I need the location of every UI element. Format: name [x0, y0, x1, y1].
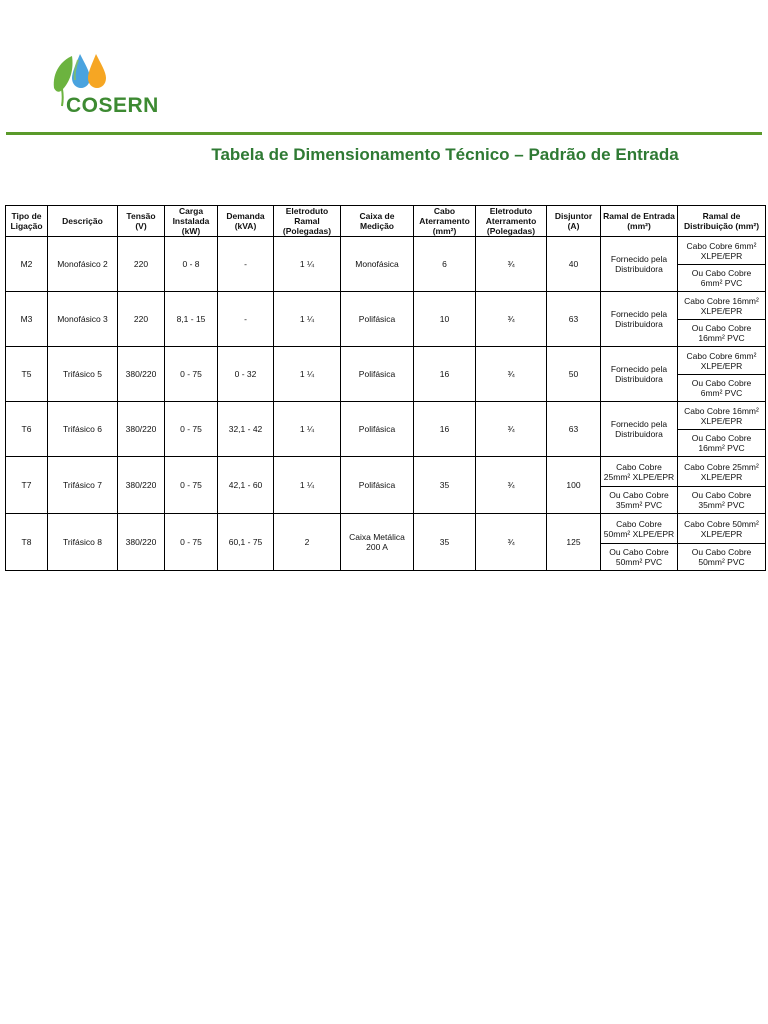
table-row	[6, 514, 766, 544]
cell-ramal-distribuicao-a: Cabo Cobre 16mm² XLPE/EPR	[678, 402, 766, 430]
cell-caixa: Polifásica	[341, 457, 414, 514]
cell-caixa: Polifásica	[341, 347, 414, 402]
cell-demanda: 0 - 32	[218, 347, 274, 402]
cell-ramal-distribuicao-b: Ou Cabo Cobre 16mm² PVC	[678, 430, 766, 457]
cell-eletroduto-ramal: 1 ¼	[274, 237, 341, 292]
header-ramal-distribuicao: Ramal de Distribuição (mm²)	[678, 206, 766, 237]
table-row	[6, 402, 766, 430]
cell-tensao: 220	[118, 292, 165, 347]
header-eletroduto-ramal: Eletroduto Ramal (Polegadas)	[274, 206, 341, 237]
cell-cabo-aterramento: 35	[414, 457, 476, 514]
cell-cabo-aterramento: 6	[414, 237, 476, 292]
cell-ramal-distribuicao-b: Ou Cabo Cobre 6mm² PVC	[678, 265, 766, 292]
header-divider	[6, 132, 762, 135]
cell-carga: 0 - 75	[165, 347, 218, 402]
cell-tensao: 220	[118, 237, 165, 292]
table-row	[6, 457, 766, 487]
header-ramal-entrada: Ramal de Entrada (mm²)	[601, 206, 678, 237]
cell-descricao: Trifásico 7	[48, 457, 118, 514]
cell-tipo: T5	[6, 347, 48, 402]
cell-ramal-distribuicao-b: Ou Cabo Cobre 16mm² PVC	[678, 320, 766, 347]
cell-cabo-aterramento: 16	[414, 347, 476, 402]
table-row	[6, 237, 766, 265]
cell-disjuntor: 125	[547, 514, 601, 571]
header-descricao: Descrição	[48, 206, 118, 237]
cell-tensao: 380/220	[118, 402, 165, 457]
cell-tipo: M3	[6, 292, 48, 347]
cell-ramal-distribuicao-a: Cabo Cobre 6mm² XLPE/EPR	[678, 237, 766, 265]
cell-ramal-distribuicao-b: Ou Cabo Cobre 35mm² PVC	[678, 487, 766, 514]
header-demanda: Demanda (kVA)	[218, 206, 274, 237]
cell-ramal-distribuicao-a: Cabo Cobre 6mm² XLPE/EPR	[678, 347, 766, 375]
cell-demanda: -	[218, 292, 274, 347]
cell-disjuntor: 50	[547, 347, 601, 402]
table-row	[6, 292, 766, 320]
cell-eletroduto-aterramento: ¾	[476, 514, 547, 571]
cell-descricao: Trifásico 6	[48, 402, 118, 457]
cell-disjuntor: 63	[547, 292, 601, 347]
header-caixa: Caixa de Medição	[341, 206, 414, 237]
table-row	[6, 347, 766, 375]
cell-tipo: T7	[6, 457, 48, 514]
cell-descricao: Trifásico 5	[48, 347, 118, 402]
header-carga: Carga Instalada (kW)	[165, 206, 218, 237]
cell-carga: 8,1 - 15	[165, 292, 218, 347]
cell-tensao: 380/220	[118, 457, 165, 514]
cell-demanda: 60,1 - 75	[218, 514, 274, 571]
cell-tensao: 380/220	[118, 347, 165, 402]
cell-carga: 0 - 75	[165, 402, 218, 457]
cell-disjuntor: 40	[547, 237, 601, 292]
cosern-logo	[50, 50, 165, 120]
dimensioning-table	[5, 205, 766, 571]
page-title: Tabela de Dimensionamento Técnico – Padrão de Entrada	[211, 145, 679, 164]
header-tensao: Tensão (V)	[118, 206, 165, 237]
cell-eletroduto-aterramento: ¾	[476, 237, 547, 292]
cell-eletroduto-ramal: 1 ¼	[274, 347, 341, 402]
cell-caixa: Polifásica	[341, 402, 414, 457]
cell-ramal-entrada: Fornecido pela Distribuidora	[601, 347, 678, 402]
cell-ramal-distribuicao-b: Ou Cabo Cobre 6mm² PVC	[678, 375, 766, 402]
cell-demanda: 42,1 - 60	[218, 457, 274, 514]
cell-eletroduto-ramal: 2	[274, 514, 341, 571]
cell-eletroduto-ramal: 1 ¼	[274, 292, 341, 347]
cell-carga: 0 - 75	[165, 457, 218, 514]
cell-eletroduto-aterramento: ¾	[476, 292, 547, 347]
cell-ramal-entrada-b: Ou Cabo Cobre 50mm² PVC	[601, 544, 678, 571]
cell-eletroduto-aterramento: ¾	[476, 457, 547, 514]
cell-tensao: 380/220	[118, 514, 165, 571]
cell-demanda: -	[218, 237, 274, 292]
cell-tipo: M2	[6, 237, 48, 292]
cell-descricao: Trifásico 8	[48, 514, 118, 571]
cell-eletroduto-ramal: 1 ¼	[274, 457, 341, 514]
cell-carga: 0 - 8	[165, 237, 218, 292]
cell-tipo: T8	[6, 514, 48, 571]
cell-disjuntor: 100	[547, 457, 601, 514]
cell-eletroduto-aterramento: ¾	[476, 347, 547, 402]
cell-cabo-aterramento: 10	[414, 292, 476, 347]
cell-ramal-distribuicao-b: Ou Cabo Cobre 50mm² PVC	[678, 544, 766, 571]
header-cabo-aterramento: Cabo Aterramento (mm²)	[414, 206, 476, 237]
cell-caixa: Monofásica	[341, 237, 414, 292]
cell-descricao: Monofásico 2	[48, 237, 118, 292]
cell-demanda: 32,1 - 42	[218, 402, 274, 457]
header-tipo: Tipo de Ligação	[6, 206, 48, 237]
cell-ramal-entrada-a: Cabo Cobre 25mm² XLPE/EPR	[601, 457, 678, 487]
cell-caixa: Polifásica	[341, 292, 414, 347]
cell-ramal-distribuicao-a: Cabo Cobre 50mm² XLPE/EPR	[678, 514, 766, 544]
cell-cabo-aterramento: 16	[414, 402, 476, 457]
cell-ramal-entrada: Fornecido pela Distribuidora	[601, 402, 678, 457]
cell-tipo: T6	[6, 402, 48, 457]
cell-ramal-entrada-a: Cabo Cobre 50mm² XLPE/EPR	[601, 514, 678, 544]
table-header-row	[6, 206, 766, 237]
cell-ramal-entrada-b: Ou Cabo Cobre 35mm² PVC	[601, 487, 678, 514]
header-eletroduto-aterramento: Eletroduto Aterramento (Polegadas)	[476, 206, 547, 237]
cell-caixa: Caixa Metálica 200 A	[341, 514, 414, 571]
cell-eletroduto-ramal: 1 ¼	[274, 402, 341, 457]
cell-ramal-distribuicao-a: Cabo Cobre 16mm² XLPE/EPR	[678, 292, 766, 320]
logo-text: COSERN	[66, 94, 159, 117]
cell-ramal-entrada: Fornecido pela Distribuidora	[601, 292, 678, 347]
cell-descricao: Monofásico 3	[48, 292, 118, 347]
cell-ramal-distribuicao-a: Cabo Cobre 25mm² XLPE/EPR	[678, 457, 766, 487]
cell-cabo-aterramento: 35	[414, 514, 476, 571]
header-disjuntor: Disjuntor (A)	[547, 206, 601, 237]
cell-carga: 0 - 75	[165, 514, 218, 571]
cell-eletroduto-aterramento: ¾	[476, 402, 547, 457]
cell-disjuntor: 63	[547, 402, 601, 457]
cell-ramal-entrada: Fornecido pela Distribuidora	[601, 237, 678, 292]
